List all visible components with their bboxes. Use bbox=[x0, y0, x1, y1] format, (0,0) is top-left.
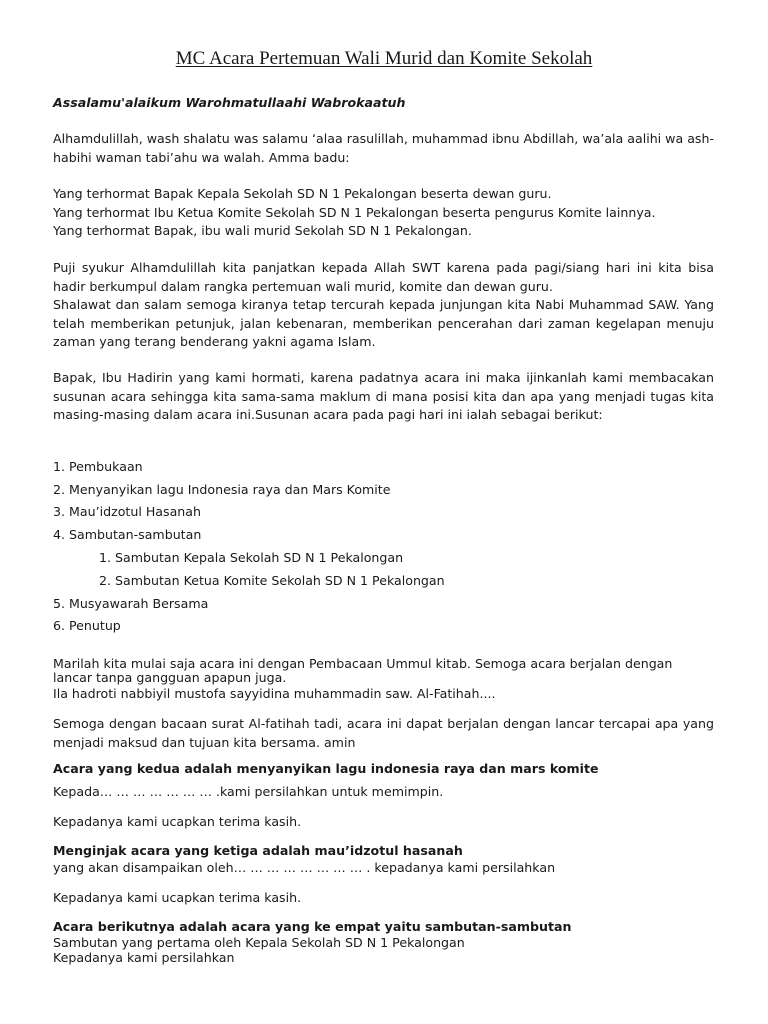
section-line: Kepada… … … … … … … .kami persilahkan untuk memimpin. bbox=[53, 784, 444, 799]
respect-line: Yang terhormat Bapak Kepala Sekolah SD N 1 Pekalongan beserta dewan guru. bbox=[53, 186, 552, 201]
agenda-item: 1. Pembukaan bbox=[53, 459, 143, 474]
section-line: Kepadanya kami persilahkan bbox=[53, 950, 235, 965]
opening-paragraph: Alhamdulillah, wash shalatu was salamu ‘alaa rasulillah, muhammad ibnu Abdillah, wa’ala aalihi wa ash-habihi waman tabi’ahu wa walah. Amma badu: bbox=[53, 131, 715, 165]
thanks-line: Kepadanya kami ucapkan terima kasih. bbox=[53, 814, 302, 829]
agenda-item: 6. Penutup bbox=[53, 618, 121, 633]
opening-prayer-line: Ila hadroti nabbiyil mustofa sayyidina muhammadin saw. Al-Fatihah.... bbox=[53, 686, 496, 701]
agenda-item: 4. Sambutan-sambutan bbox=[53, 527, 202, 542]
agenda-item: 2. Menyanyikan lagu Indonesia raya dan Mars Komite bbox=[53, 482, 391, 497]
agenda-intro-paragraph: Bapak, Ibu Hadirin yang kami hormati, karena padatnya acara ini maka ijinkanlah kami membacakan susunan acara sehingga kita sama-sama maklum di mana posisi kita dan apa yang menjadi tugas kita masing-masing dalam acara ini.Susunan acara pada pagi hari ini ialah sebagai berikut: bbox=[53, 370, 714, 422]
opening-prayer-line: Marilah kita mulai saja acara ini dengan Pembacaan Ummul kitab. Semoga acara berjalan dengan bbox=[53, 656, 673, 671]
agenda-item: 3. Mau’idzotul Hasanah bbox=[53, 504, 201, 519]
opening-prayer-line: lancar tanpa gangguan apapun juga. bbox=[53, 670, 287, 685]
section-heading: Acara berikutnya adalah acara yang ke empat yaitu sambutan-sambutan bbox=[53, 919, 572, 934]
agenda-subitem: 2. Sambutan Ketua Komite Sekolah SD N 1 Pekalongan bbox=[99, 573, 445, 588]
section-heading: Acara yang kedua adalah menyanyikan lagu indonesia raya dan mars komite bbox=[53, 761, 599, 776]
hope-paragraph: Semoga dengan bacaan surat Al-fatihah tadi, acara ini dapat berjalan dengan lancar tercapai apa yang menjadi maksud dan tujuan kita bersama. amin bbox=[53, 716, 714, 750]
section-line: yang akan disampaikan oleh… … … … … … … … . kepadanya kami persilahkan bbox=[53, 860, 556, 875]
agenda-subitem: 1. Sambutan Kepala Sekolah SD N 1 Pekalongan bbox=[99, 550, 404, 565]
thanks-line: Kepadanya kami ucapkan terima kasih. bbox=[53, 890, 302, 905]
gratitude-paragraph: Puji syukur Alhamdulillah kita panjatkan kepada Allah SWT karena pada pagi/siang hari ini kita bisa hadir berkumpul dalam rangka pertemuan wali murid, komite dan dewan guru. bbox=[53, 260, 714, 294]
greeting: Assalamu'alaikum Warohmatullaahi Wabrokaatuh bbox=[53, 95, 406, 110]
respect-line: Yang terhormat Bapak, ibu wali murid Sekolah SD N 1 Pekalongan. bbox=[53, 223, 472, 238]
shalawat-paragraph: Shalawat dan salam semoga kiranya tetap tercurah kepada junjungan kita Nabi Muhammad SAW. Yang telah memberikan petunjuk, jalan kebenaran, memberikan pencerahan dari zaman kegelapan menuju zaman yang terang benderang yakni agama Islam. bbox=[53, 297, 714, 349]
respect-line: Yang terhormat Ibu Ketua Komite Sekolah SD N 1 Pekalongan beserta pengurus Komite lainnya. bbox=[53, 205, 656, 220]
agenda-item: 5. Musyawarah Bersama bbox=[53, 596, 209, 611]
section-heading: Menginjak acara yang ketiga adalah mau’idzotul hasanah bbox=[53, 843, 463, 858]
section-line: Sambutan yang pertama oleh Kepala Sekolah SD N 1 Pekalongan bbox=[53, 935, 465, 950]
document-title: MC Acara Pertemuan Wali Murid dan Komite Sekolah bbox=[175, 48, 593, 69]
